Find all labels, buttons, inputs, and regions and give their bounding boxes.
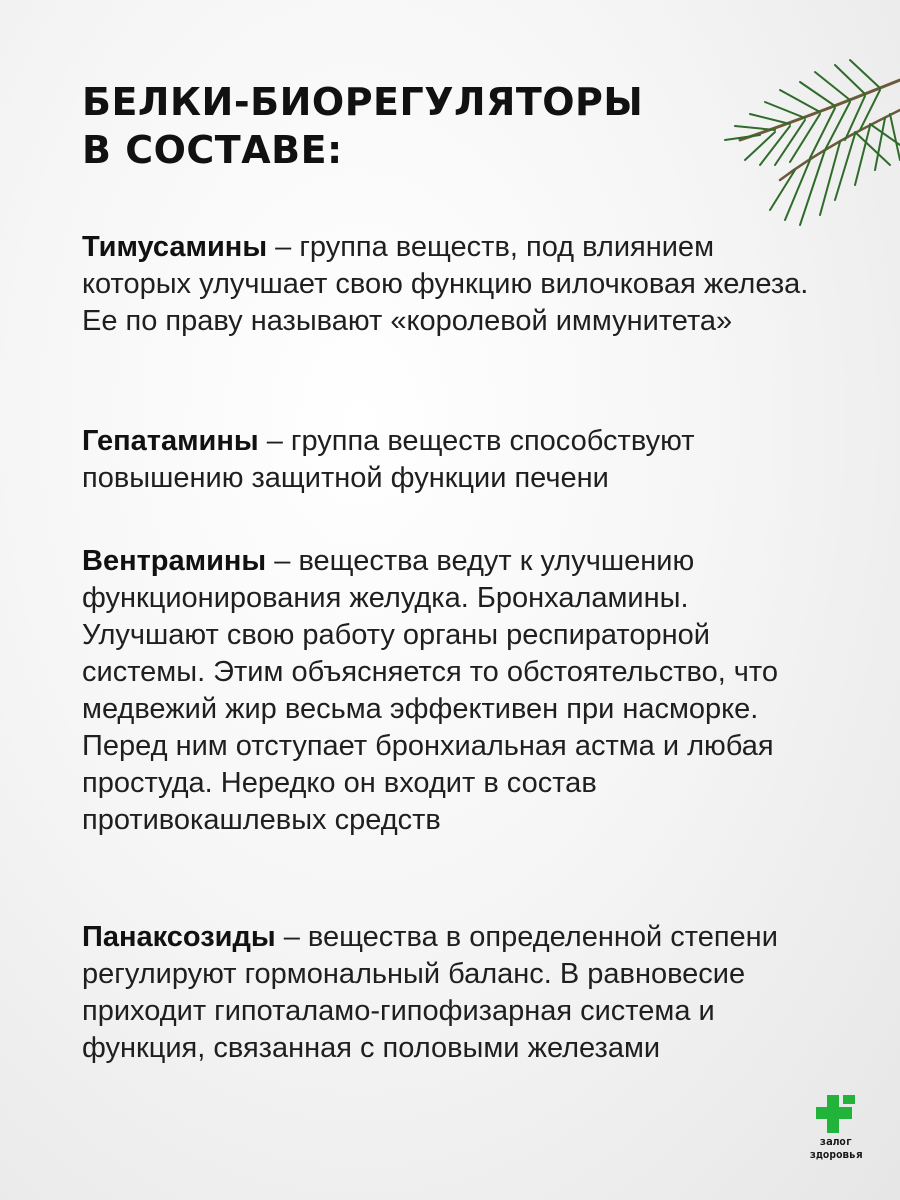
section-text: – вещества в определенной степени регулируют гормональный баланс. В равновесие приходит гипоталамо-гипофизарная система и функция, связанная с половыми железами bbox=[82, 921, 778, 1064]
pine-branch-icon bbox=[650, 40, 900, 240]
section-panaxosides bbox=[82, 919, 822, 1067]
section-ventramines bbox=[82, 543, 822, 839]
pharmacy-cross-icon bbox=[814, 1093, 858, 1135]
brand-logo bbox=[800, 1093, 872, 1161]
logo-text bbox=[800, 1135, 872, 1161]
page-title bbox=[82, 78, 662, 174]
title-line-1: БЕЛКИ-БИОРЕГУЛЯТОРЫ bbox=[82, 80, 644, 124]
section-term: Гепатамины bbox=[82, 425, 259, 457]
section-text: – группа веществ, под влиянием которых улучшает свою функцию вилочковая железа. Ее по праву называют «королевой иммунитета» bbox=[82, 231, 809, 337]
section-hepatamines bbox=[82, 423, 822, 497]
section-text: – вещества ведут к улучшению функционирования желудка. Бронхаламины. Улучшают свою работу органы респираторной системы. Этим объясняется то обстоятельство, что медвежий жир весьма эффективен при насморке. Перед ним отступает бронхиальная астма и любая простуда. Нередко он входит в состав противокашлевых средств bbox=[82, 545, 778, 836]
section-thymusamines bbox=[82, 229, 822, 340]
logo-line-2: здоровья bbox=[809, 1148, 863, 1161]
section-term: Панаксозиды bbox=[82, 921, 276, 953]
section-term: Вентрамины bbox=[82, 545, 267, 577]
section-term: Тимусамины bbox=[82, 231, 268, 263]
section-text: – группа веществ способствуют повышению защитной функции печени bbox=[82, 425, 695, 494]
logo-line-1: залог bbox=[819, 1135, 853, 1148]
title-line-2: В СОСТАВЕ: bbox=[82, 128, 343, 172]
